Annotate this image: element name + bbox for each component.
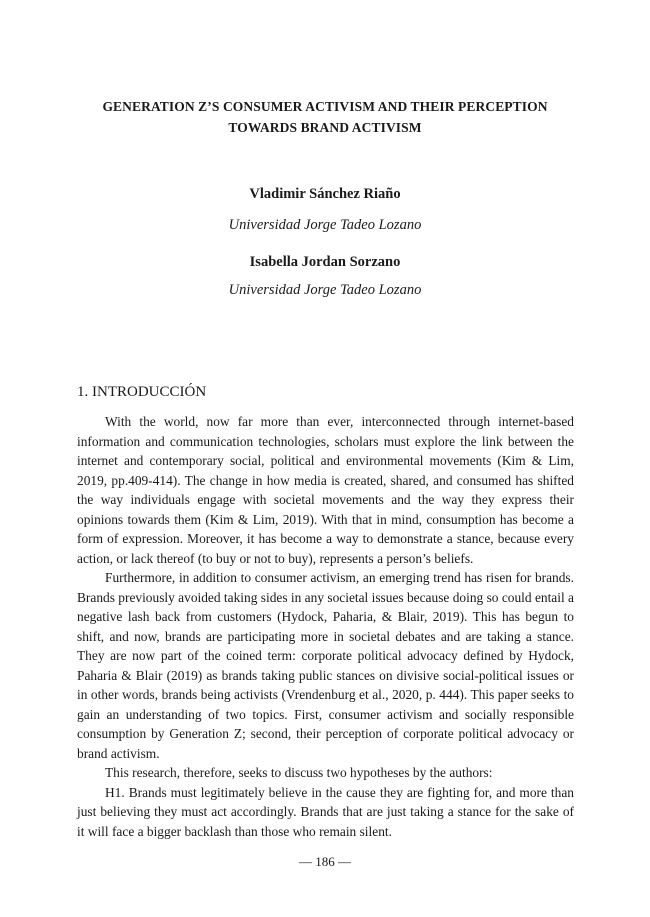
- author-name-1: Vladimir Sánchez Riaño: [249, 186, 401, 202]
- paragraph-4: H1. Brands must legitimately believe in the cause they are fighting for, and more than just believing they must act accordingly. Brands that are just taking a stance for the sake of it will face a bigger backlash than those who remain silent.: [77, 784, 574, 839]
- title-line-2: TOWARDS BRAND ACTIVISM: [228, 120, 422, 135]
- author-affiliation-1: Universidad Jorge Tadeo Lozano: [228, 217, 422, 233]
- paper-title: [70, 96, 580, 138]
- paragraph-2: Furthermore, in addition to consumer activism, an emerging trend has risen for brands. Brands previously avoided taking sides in any societal issues because doing so could entail a negative lash back from customers (Hydock, Paharia, & Blair, 2019). This has begun to shift, and now, brands are participating more in societal debates and are taking a stance. They are now part of the coined term: corporate political advocacy defined by Hydock, Paharia & Blair (2019) as brands taking public stances on divisive social-political issues or in other words, brands being activists (Vrendenburg et al., 2020, p. 444). This paper seeks to gain an understanding of two topics. First, consumer activism and socially responsible consumption by Generation Z; second, their perception of corporate political advocacy or brand activism.: [77, 570, 574, 761]
- title-line-1: GENERATION Z’S CONSUMER ACTIVISM AND THEIR PERCEPTION: [102, 99, 548, 114]
- paragraph-1: With the world, now far more than ever, interconnected through internet-based information and communication technologies, scholars must explore the link between the internet and contemporary social, political and environmental movements (Kim & Lim, 2019, pp.409-414). The change in how media is created, shared, and consumed has shifted the way individuals engage with societal movements and the way they express their opinions towards them (Kim & Lim, 2019). With that in mind, consumption has become a form of expression. Moreover, it has become a way to demonstrate a stance, because every action, or lack thereof (to buy or not to buy), represents a person’s beliefs.: [77, 414, 574, 566]
- author-affiliation-2: Universidad Jorge Tadeo Lozano: [228, 282, 422, 298]
- body-text: [77, 412, 574, 841]
- author-name-2: Isabella Jordan Sorzano: [249, 254, 401, 270]
- section-heading: 1. INTRODUCCIÓN: [77, 384, 207, 400]
- page-number: — 186 —: [299, 854, 351, 869]
- paragraph-3: This research, therefore, seeks to discuss two hypotheses by the authors:: [105, 765, 493, 780]
